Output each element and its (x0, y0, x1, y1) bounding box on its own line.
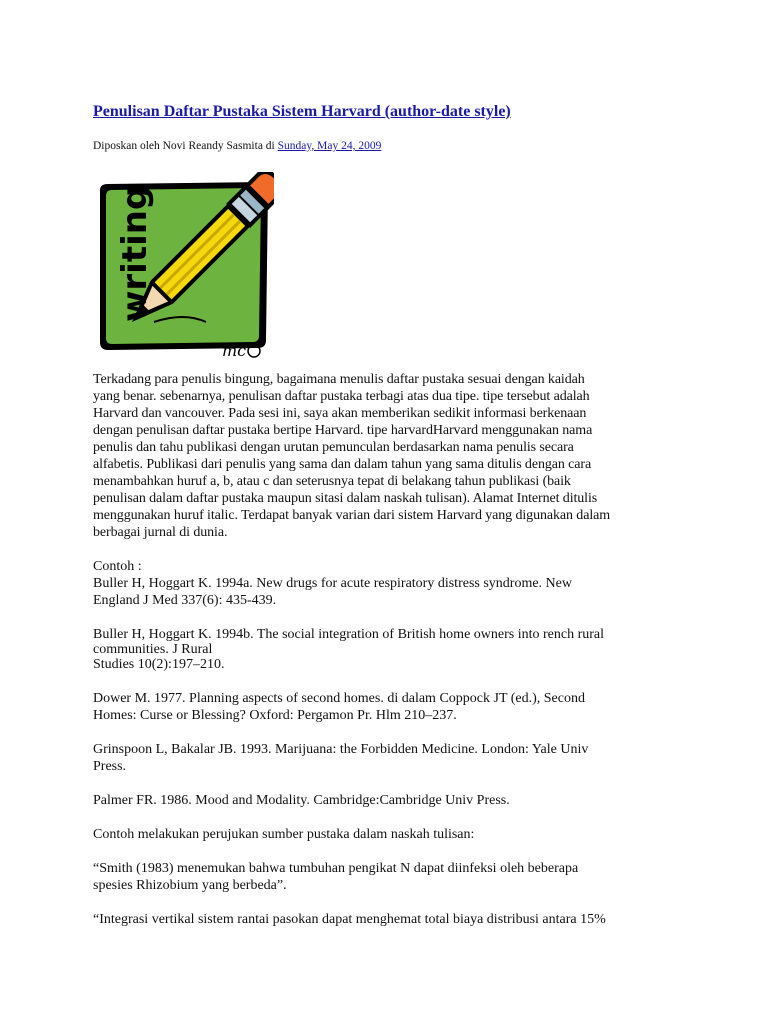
intro-line: dengan penulisan daftar pustaka bertipe Harvard. tipe harvardHarvard menggunakan nama (93, 423, 593, 438)
intro-line: yang benar. sebenarnya, penulisan daftar pustaka terbagi atas dua tipe. tipe tersebut adalah (93, 389, 590, 404)
reference-entry (93, 792, 693, 809)
pencil-writing-icon (94, 172, 274, 358)
reference-entry (93, 690, 693, 724)
post-byline (93, 140, 381, 152)
intro-line: penulis dan tahu publikasi dengan urutan pemunculan berdasarkan nama penulis secara (93, 440, 574, 455)
quote-entry (93, 911, 693, 928)
citation-label: Contoh melakukan perujukan sumber pustaka dalam naskah tulisan: (93, 827, 475, 842)
intro-line: Harvard dan vancouver. Pada sesi ini, saya akan memberikan sedikit informasi berkenaan (93, 406, 587, 421)
byline-author: Diposkan oleh Novi Reandy Sasmita di (93, 140, 278, 152)
reference-line: Dower M. 1977. Planning aspects of second homes. di dalam Coppock JT (ed.), Second (93, 691, 585, 706)
reference-line: Buller H, Hoggart K. 1994a. New drugs for acute respiratory distress syndrome. New (93, 576, 572, 591)
illustration-word: writing (115, 185, 155, 322)
intro-paragraph (93, 371, 693, 541)
reference-line: Studies 10(2):197–210. (93, 657, 225, 672)
quote-line: “Smith (1983) menemukan bahwa tumbuhan pengikat N dapat diinfeksi oleh beberapa (93, 861, 579, 876)
reference-entry (93, 626, 693, 673)
reference-line: Palmer FR. 1986. Mood and Modality. Cambridge:Cambridge Univ Press. (93, 793, 510, 808)
intro-line: alfabetis. Publikasi dari penulis yang sama dan dalam tahun yang sama ditulis dengan cara (93, 457, 592, 472)
reference-entry (93, 575, 693, 609)
post-title-link[interactable]: Penulisan Daftar Pustaka Sistem Harvard (author-date style) (93, 103, 511, 120)
illustration-signature: mc (222, 341, 247, 358)
quote-line: “Integrasi vertikal sistem rantai pasokan dapat menghemat total biaya distribusi antara 15% (93, 912, 606, 927)
intro-line: menambahkan huruf a, b, atau c dan seterusnya tepat di belakang tahun publikasi (baik (93, 474, 571, 489)
reference-line: England J Med 337(6): 435-439. (93, 593, 277, 608)
article-body (93, 371, 693, 928)
intro-line: berbagai jurnal di dunia. (93, 525, 228, 540)
contoh-label: Contoh : (93, 559, 142, 574)
reference-line: Press. (93, 759, 127, 774)
quote-line: spesies Rhizobium yang berbeda”. (93, 878, 287, 893)
reference-line: Buller H, Hoggart K. 1994b. The social integration of British home owners into rench rural (93, 627, 605, 642)
intro-line: penulisan dalam daftar pustaka maupun sitasi dalam naskah tulisan). Alamat Internet ditulis (93, 491, 598, 506)
intro-line: Terkadang para penulis bingung, bagaimana menulis daftar pustaka sesuai dengan kaidah (93, 372, 585, 387)
post-date-link[interactable]: Sunday, May 24, 2009 (277, 140, 382, 152)
reference-entry (93, 741, 693, 775)
reference-line: Grinspoon L, Bakalar JB. 1993. Marijuana: the Forbidden Medicine. London: Yale Univ (93, 742, 589, 757)
reference-line: communities. J Rural (93, 642, 213, 657)
reference-line: Homes: Curse or Blessing? Oxford: Pergamon Pr. Hlm 210–237. (93, 708, 457, 723)
quote-entry (93, 860, 693, 894)
intro-line: menggunakan huruf italic. Terdapat banyak varian dari sistem Harvard yang digunakan dalam (93, 508, 611, 523)
